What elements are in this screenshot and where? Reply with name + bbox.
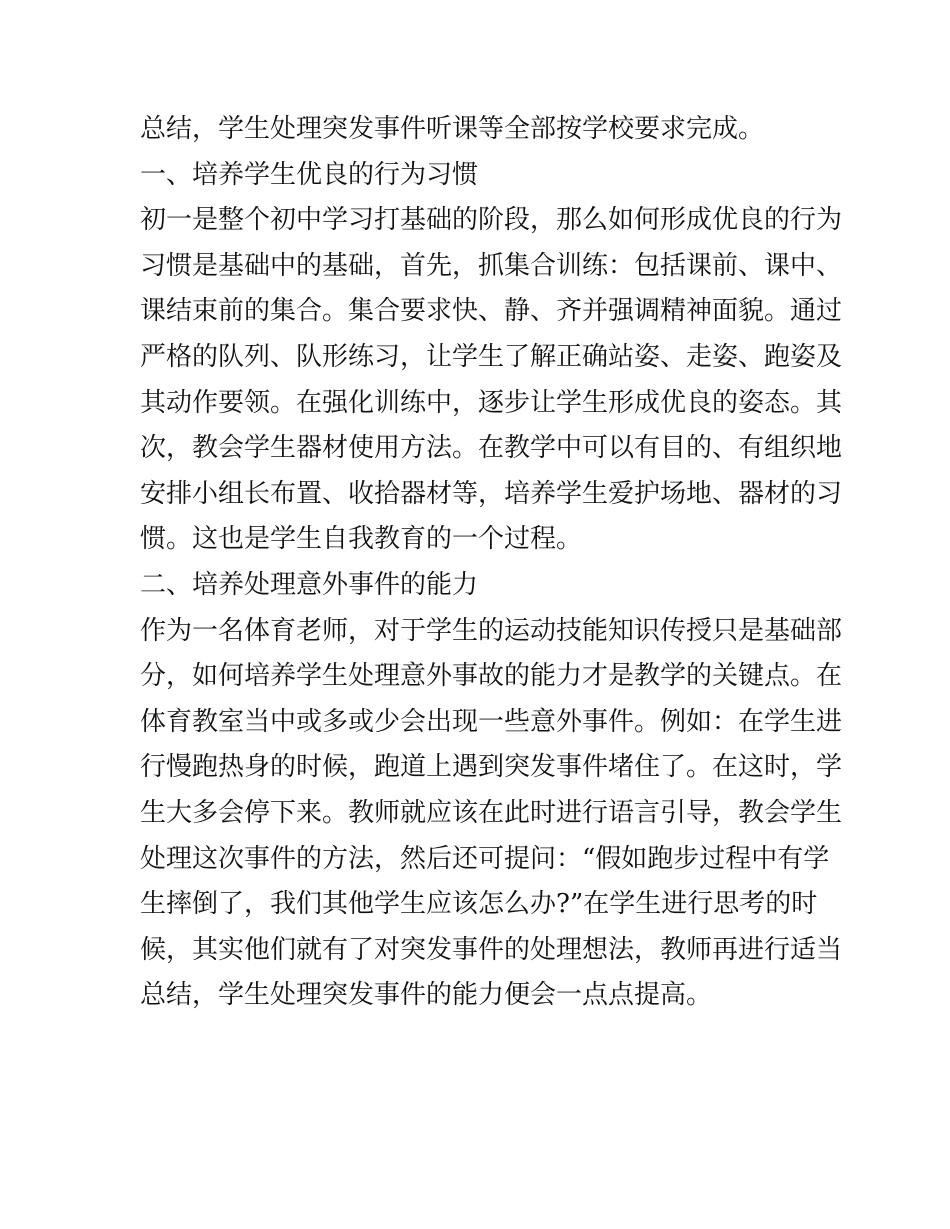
section-heading: 二、培养处理意外事件的能力 <box>140 569 479 600</box>
text-line: 总结，学生处理突发事件听课等全部按学校要求完成。 <box>140 114 765 144</box>
text-line: 体育教室当中或多或少会出现一些意外事件。例如：在学生进 <box>140 706 843 737</box>
document-body <box>140 107 843 1019</box>
section-heading: 一、培养学生优良的行为习惯 <box>140 159 479 190</box>
text-line: 惯。这也是学生自我教育的一个过程。 <box>140 524 583 555</box>
text-line: 生大多会停下来。教师就应该在此时进行语言引导，教会学生 <box>140 797 843 828</box>
text-line: 严格的队列、队形练习，让学生了解正确站姿、走姿、跑姿及 <box>140 341 843 372</box>
text-line: 候，其实他们就有了对突发事件的处理想法，教师再进行适当 <box>140 934 843 965</box>
text-line: 作为一名体育老师，对于学生的运动技能知识传授只是基础部 <box>140 615 843 646</box>
text-line: 行慢跑热身的时候，跑道上遇到突发事件堵住了。在这时，学 <box>140 752 843 783</box>
text-line: 其动作要领。在强化训练中，逐步让学生形成优良的姿态。其 <box>140 387 843 418</box>
text-line: 课结束前的集合。集合要求快、静、齐并强调精神面貌。通过 <box>140 296 843 327</box>
text-line: 次，教会学生器材使用方法。在教学中可以有目的、有组织地 <box>140 433 843 464</box>
text-line: 处理这次事件的方法，然后还可提问：“假如跑步过程中有学 <box>140 843 830 874</box>
text-line: 总结，学生处理突发事件的能力便会一点点提高。 <box>140 980 713 1011</box>
text-line: 习惯是基础中的基础，首先，抓集合训练：包括课前、课中、 <box>140 250 843 281</box>
text-line: 分，如何培养学生处理意外事故的能力才是教学的关键点。在 <box>140 661 843 692</box>
text-line: 生摔倒了，我们其他学生应该怎么办?”在学生进行思考的时 <box>140 889 818 920</box>
text-line: 初一是整个初中学习打基础的阶段，那么如何形成优良的行为 <box>140 205 843 236</box>
text-line: 安排小组长布置、收拾器材等，培养学生爱护场地、器材的习 <box>140 478 843 509</box>
